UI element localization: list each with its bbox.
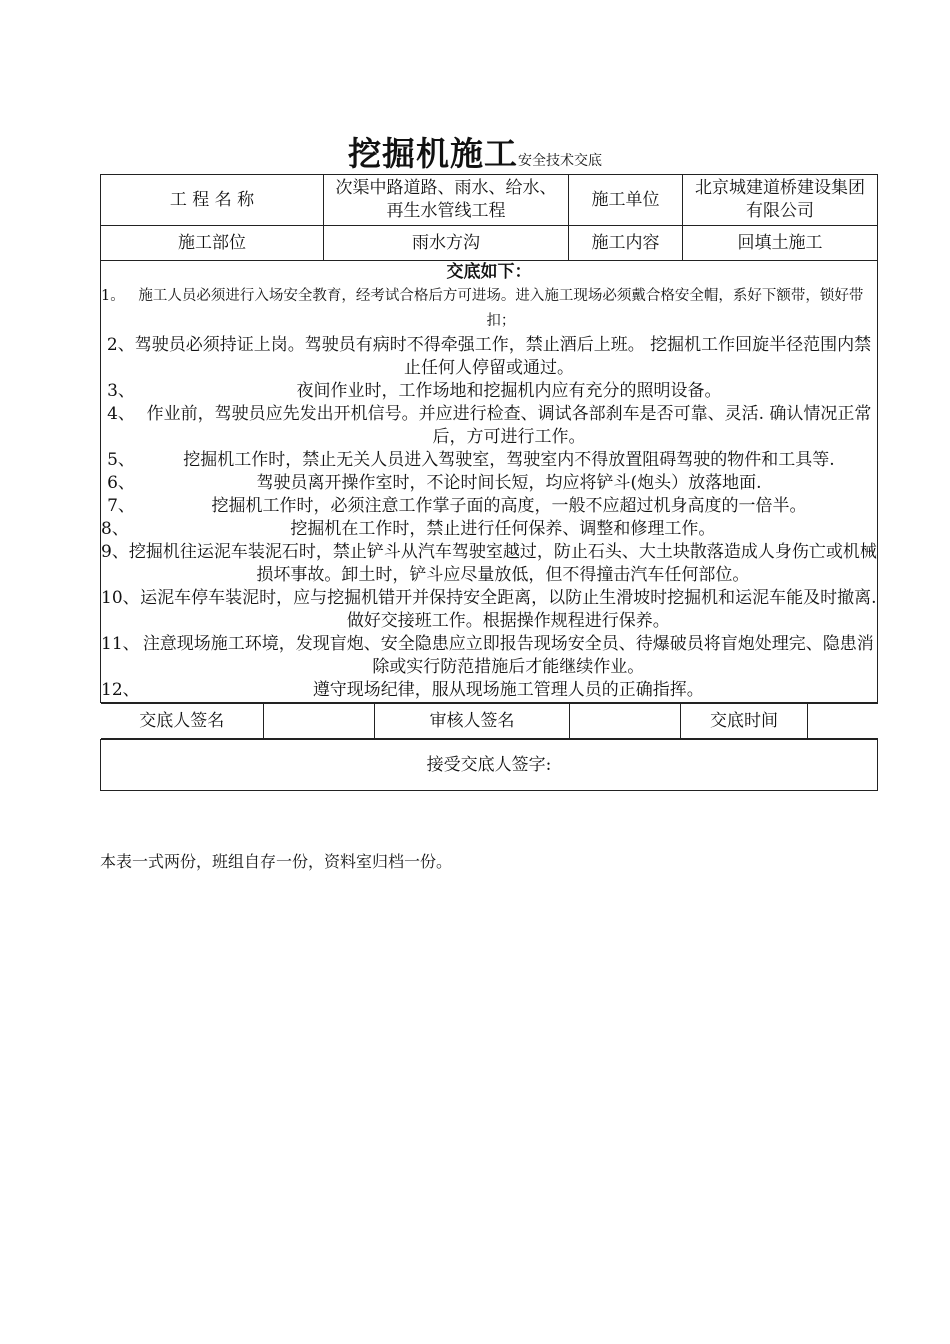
list-item [101, 284, 877, 334]
receiver-signature-field[interactable] [101, 740, 878, 791]
list-item [101, 449, 877, 472]
item-text: 作业前，驾驶员应先发出开机信号。并应进行检查、调试各部刹车是否可靠、灵活. 确认情况正常后，方可进行工作。 [146, 404, 872, 447]
construction-unit-value: 北京城建道桥建设集团有限公司 [683, 175, 878, 226]
disclosure-time-label: 交底时间 [681, 704, 808, 739]
item-text: 运泥车停车装泥时，应与挖掘机错开并保持安全距离，以防止生滑坡时挖掘机和运泥车能及时撤离.做好交接班工作。根据操作规程进行保养。 [140, 588, 877, 631]
item-text: 挖掘机在工作时，禁止进行任何保养、调整和修理工作。 [290, 519, 716, 539]
item-text: 遵守现场纪律，服从现场施工管理人员的正确指挥。 [312, 680, 704, 700]
header-row-2 [101, 226, 878, 261]
item-text: 夜间作业时，工作场地和挖掘机内应有充分的照明设备。 [296, 381, 722, 401]
discloser-signature-label: 交底人签名 [101, 704, 264, 739]
header-row-1 [101, 175, 878, 226]
item-number: 9、 [101, 542, 129, 562]
list-item [101, 679, 877, 702]
disclosure-body [101, 261, 878, 703]
item-text: 注意现场施工环境，发现盲炮、安全隐患应立即报告现场安全员、待爆破员将盲炮处理完、隐患消除或实行防范措施后才能继续作业。 [142, 634, 874, 677]
item-number: 3、 [107, 381, 135, 401]
construction-unit-label: 施工单位 [569, 175, 683, 226]
signature-table [101, 703, 878, 739]
item-number: 11、 [101, 634, 140, 654]
item-text: 挖掘机工作时，必须注意工作掌子面的高度，一般不应超过机身高度的一倍半。 [211, 496, 807, 516]
item-number: 5、 [107, 450, 135, 470]
item-number: 7、 [107, 496, 135, 516]
item-number: 2、 [106, 335, 135, 355]
list-item [101, 334, 877, 380]
project-name-label: 工 程 名 称 [101, 175, 324, 226]
item-number: 1。 [101, 288, 125, 304]
project-name-value: 次渠中路道路、雨水、给水、再生水管线工程 [324, 175, 569, 226]
disclosure-table [100, 174, 878, 791]
item-number: 12、 [101, 680, 140, 700]
construction-content-label: 施工内容 [569, 226, 683, 261]
receiver-row [101, 740, 878, 791]
item-text: 施工人员必须进行入场安全教育，经考试合格后方可进场。进入施工现场必须戴合格安全帽，系好下额带，锁好带扣； [138, 288, 864, 329]
list-item [101, 633, 877, 679]
signature-wrapper [101, 703, 878, 740]
item-text: 挖掘机工作时，禁止无关人员进入驾驶室，驾驶室内不得放置阻碍驾驶的物件和工具等. [183, 450, 835, 470]
disclosure-intro: 交底如下： [446, 262, 532, 282]
signature-row [101, 703, 878, 740]
reviewer-signature-field[interactable] [570, 704, 681, 739]
item-number: 10、 [101, 588, 140, 608]
receiver-signature-label: 接受交底人签字: [426, 754, 552, 775]
disclosure-time-field[interactable] [808, 704, 878, 739]
list-item [101, 541, 877, 587]
list-item [101, 380, 877, 403]
item-text: 驾驶员离开操作室时，不论时间长短，均应将铲斗(炮头）放落地面. [256, 473, 762, 493]
item-number: 6、 [107, 473, 135, 493]
discloser-signature-field[interactable] [264, 704, 375, 739]
reviewer-signature-label: 审核人签名 [375, 704, 570, 739]
list-item [101, 518, 877, 541]
list-item [101, 587, 877, 633]
construction-part-value: 雨水方沟 [324, 226, 569, 261]
list-item [101, 403, 877, 449]
disclosure-body-row [101, 261, 878, 703]
construction-part-label: 施工部位 [101, 226, 324, 261]
title-sub: 安全技术交底 [518, 153, 602, 169]
construction-content-value: 回填土施工 [683, 226, 878, 261]
list-item [101, 495, 877, 518]
item-text: 挖掘机往运泥车装泥石时，禁止铲斗从汽车驾驶室越过，防止石头、大土块散落造成人身伤亡或机械损坏事故。卸土时，铲斗应尽量放低，但不得撞击汽车任何部位。 [128, 542, 877, 585]
title-main: 挖掘机施工 [348, 134, 518, 173]
footer-note: 本表一式两份，班组自存一份，资料室归档一份。 [100, 852, 453, 871]
item-number: 4、 [107, 404, 135, 424]
item-text: 驾驶员必须持证上岗。驾驶员有病时不得牵强工作，禁止酒后上班。 挖掘机工作回旋半径范围内禁止任何人停留或通过。 [134, 335, 872, 378]
document-title [0, 128, 950, 175]
list-item [101, 472, 877, 495]
item-number: 8、 [101, 519, 129, 539]
